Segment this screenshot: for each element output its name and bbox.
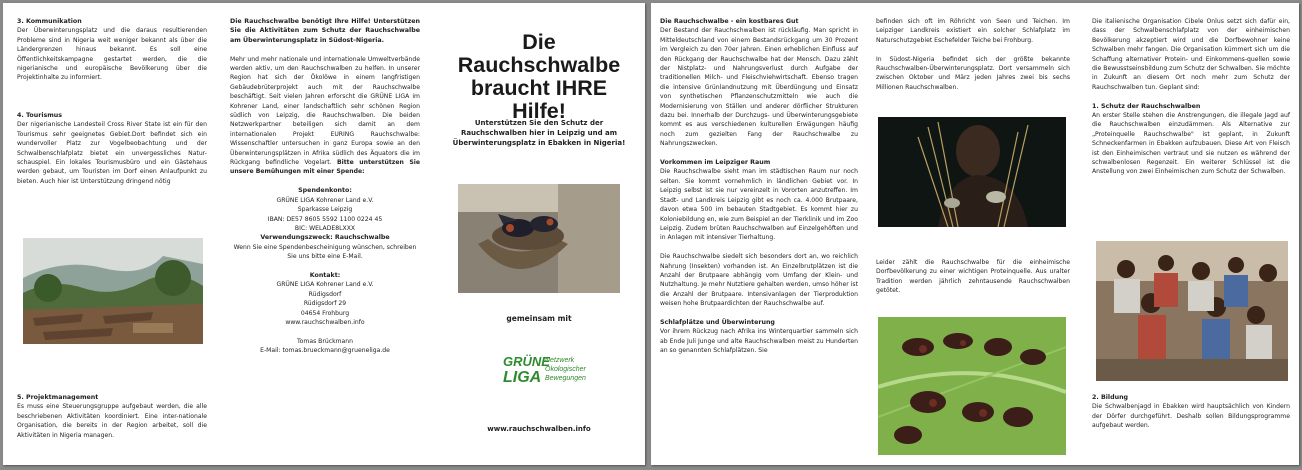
cover-partner-label: gemeinsam mit xyxy=(506,314,572,323)
contact-city: 04654 Frohburg xyxy=(300,309,350,317)
donation-intro: Die Rauchschwalbe benötigt Ihre Hilfe! Unterstützen Sie die Aktivitäten zum Schutz der Rauchschwalbe am Überwinterungsplatz in Südost-Nigeria. xyxy=(230,18,420,44)
landscape-photo xyxy=(23,238,203,344)
brochure-outer-page xyxy=(3,3,645,465)
community-meeting-photo xyxy=(1096,241,1288,381)
column-nigeria-bottom xyxy=(876,258,1070,296)
section-body-kommunikation: Der Überwinterungsplatz und die daraus resultierenden Probleme sind in Nigeria weit weniger bekannt als über die Ländergrenzen hinaus bekannt. Es soll eine Öffentlichkeitskampagne gestartet werden, die die nigerianische und europäische Bevölkerung über die Projektinhalte zu informiert. xyxy=(17,27,207,82)
column-measures-bottom xyxy=(1092,393,1290,431)
cover-title-line1: Die xyxy=(522,30,556,54)
donation-appeal: Bitte unterstützen Sie unsere Bemühungen mit einer Spende: xyxy=(230,159,421,176)
section-title-schlafplaetze: Schlafplätze und Überwinterung xyxy=(660,318,775,326)
column-measures xyxy=(1092,17,1290,177)
section-title-schutz: 1. Schutz der Rauchschwalben xyxy=(1092,102,1201,110)
bank-account-holder: GRÜNE LIGA Kohrener Land e.V. xyxy=(276,196,374,204)
logo-sub-netzwerk: Netzwerk xyxy=(545,357,575,364)
dead-swallows-photo xyxy=(878,317,1066,455)
contact-street: Rüdigsdorf 29 xyxy=(303,300,347,308)
donation-body xyxy=(230,55,420,177)
section-body-proteinquelle: Leider zählt die Rauchschwalbe für die einheimische Dorfbevölkerung zu einer wichtigen Proteinquelle. Aus uralter Tradition werden jährlich zehntausende Rauchschwalben getötet. xyxy=(876,259,1070,295)
cover-website[interactable]: www.rauchschwalben.info xyxy=(487,425,591,433)
donation-body-text: Mehr und mehr nationale und internationale Umweltverbände werden aktiv, um den Rauchschwalben zu helfen. In unserer Region hat sich der Ökolöwe in einem langfristigen Gebäudebrüterprojekt auch mit der Rauchschwalbe beschäftigt. Seit vielen Jahren erforscht die GRÜNE LIGA im Kohrener Land, einer landschaftlich sehr schönen Region südlich von Leipzig, die Rauchschwalben. Die beiden Netzwerkpartner beteiligen sich damit an dem internationalen Projekt EURING Rauchschwalbe: Wissenschaftler untersuchen in ganz Europa sowie an den Überwinterungsplätzen in Afrika südlich des Äquators die im Rückgang befindliche Vogelart. xyxy=(230,55,420,167)
bank-iban: IBAN: DE57 8605 5592 1100 0224 45 xyxy=(267,215,383,223)
logo-word-gruene: GRÜNE xyxy=(503,354,550,369)
section-body-tourismus: Der nigerianische Landesteil Cross River State ist ein für den Tourismus sehr geeignetes Gebiet.Dort befindet sich ein wundervoller Platz zur Vogelbeobachtung und der Schwalbenschlafplatz bietet ein unvergessliches Natur-schauspiel. Ein lokales Tourismusbüro und ein Gästehaus werden gebaut, um Touristen im Dorf einen Anlaufpunkt zu bieten. Auch hier ist Unterstützung dringend nötig xyxy=(17,121,207,185)
cover-title-line3: braucht IHRE Hilfe! xyxy=(470,76,608,123)
section-body-roehricht: befinden sich oft im Röhricht von Seen und Teichen. Im Leipziger Landkreis existiert ein solcher Schlafplatz im Naturschutzgebiet Eschefelder Teiche bei Frohburg. xyxy=(876,18,1070,44)
contact-website: www.rauchschwalben.info xyxy=(285,318,365,326)
kontakt-title: Kontakt: xyxy=(309,271,341,279)
column-species xyxy=(660,17,858,356)
section-body-suedost-nigeria: In Südost-Nigeria befindet sich der größte bekannte Rauchschwalben-Überwinterungsplatz. Dort versammeln sich zwischen Oktober und März jeden Jahres zwei bis sechs Millionen Rauchschwalben. xyxy=(876,55,1070,91)
logo-word-liga: LIGA xyxy=(503,369,542,386)
cover-title xyxy=(444,31,634,123)
section-body-vorkommen: Die Rauchschwalbe sieht man im städtischen Raum nur noch selten. Sie kommt vornehmlich in ländlichen Gebiet vor. In Leipzig selbst ist sie nur vereinzelt in Vororten anzutreffen. Im Stadt- und Landkreis Leipzig gibt es noch ca. 4.000 Brutpaare, davon etwa 500 im bebauten Stadtgebiet. Es kommt hier zu Koloniebildung en, wie zum Beispiel an der Tierklinik und im Zoo Leipzig. Zudem brüten Rauchschwalben auf Einzelgehöften und in Anlagen mit intensiver Tierhaltung. xyxy=(660,168,858,242)
spendenkonto-title: Spendenkonto: xyxy=(298,187,352,195)
contact-person: Tomas Brückmann xyxy=(296,337,354,345)
brochure-inner-page xyxy=(651,3,1299,465)
swallow-nest-photo xyxy=(458,184,620,293)
logo-sub-oekologischer: Ökologischer xyxy=(545,366,586,373)
contact-place: Rüdigsdorf xyxy=(308,290,342,298)
bank-bic: BIC: WELADE8LXXX xyxy=(294,224,356,232)
bank-details xyxy=(230,186,420,355)
logo-sub-bewegungen: Bewegungen xyxy=(545,375,586,382)
section-body-nahrung: Die Rauchschwalbe siedelt sich besonders dort an, wo reichlich Nahrung (Insekten) vorhanden ist. An Einzelbrutplätzen ist die Anzahl der Brutpaare abhängig vom Umfang der Klein- und Nutzhaltung. Je mehr Nutztiere gehalten werden, umso höher ist die Anzahl der Brutpaare. Intensivanlagen der Tierproduktion weisen hohe Brutpaardichten der Rauchschwalbe auf. xyxy=(660,253,858,308)
section-title-vorkommen: Vorkommen im Leipziger Raum xyxy=(660,159,771,167)
section-body-cibele-onlus: Die italienische Organisation Cibele Onlus setzt sich dafür ein, dass der Schwalbenschlafplatz von der einheimischen Bevölkerung akzeptiert wird und die Dorfbewohner keine Schwalben mehr fangen. Die Organisation kümmert sich um die Schaffung alternativer Protein- und Einkommens-quellen sowie die Bewusstseinsbildung zum Schutz der Schwalben. Sie möchte in Zukunft an diesem Ort noch mehr zum Schutz der Rauchschwalben tun. Geplant sind: xyxy=(1092,18,1290,91)
section-title-kommunikation: 3. Kommunikation xyxy=(17,18,82,25)
section-title-bildung: 2. Bildung xyxy=(1092,394,1129,401)
section-body-schlafplaetze: Vor ihrem Rückzug nach Afrika ins Winterquartier sammeln sich ab Ende Juli Junge und alte Rauchschwalben meist zu Hunderten an so genannten Schlafplätzen. Sie xyxy=(660,328,858,355)
section-body-bildung: Die Schwalbenjagd in Ebakken wird hauptsächlich von Kindern der Dörfer durchgeführt. Deshalb sollen Bildungsprogramme aufgebaut werden. xyxy=(1092,403,1290,430)
column-nigeria xyxy=(876,17,1070,92)
section-title-kostbares-gut: Die Rauchschwalbe - ein kostbares Gut xyxy=(660,18,799,25)
section-body-schutz: An erster Stelle stehen die Anstrengungen, die illegale Jagd auf die Rauchschwalben einzudämmen. Als Alternative zur „Proteinquelle Rauchschwalbe" ist geplant, in Zukunft Schneckenfarmen in Ebakken aufzubauen. Diese Art von Fleisch ist den Einheimischen vertraut und sie nutzen es während der schwalbenlosen Regenzeit. Ein weiterer Schlüssel ist die Anstellung von zwei Einheimischen zum Schutz der Schwalben. xyxy=(1092,112,1290,176)
hunter-photo xyxy=(878,117,1066,227)
column-donation xyxy=(230,17,420,356)
section-body-kostbares-gut: Der Bestand der Rauchschwalben ist rückläufig. Man spricht in Mitteldeutschland von einem Bestandsrückgang um 30 Prozent im Vergleich zu den 70er Jahren. Einen erheblichen Einfluss auf den Rückgang der Rauchschwalbe hat der Mensch. Dazu zählt der Nistplatz- und Nahrungsverlust durch Aufgabe der traditionellen Milch- und Fleischviehwirtschaft. Ebenso tragen die intensive Grünlandnutzung mit Überdüngung und Einsatz von synthetischen Pflanzenschutzmitteln wie auch die Modernisierung von Ställen und anderer dörflicher Strukturen dazu bei. Innerhalb der Durchzugs- und Überwinterungsgebiete kommt es aus verschiedenen kulturellen Erwägungen häufig noch zum gezielten Fang der Rauchschwalbe zu Nahrungszwecken. xyxy=(660,27,858,148)
donation-purpose: Verwendungszweck: Rauchschwalbe xyxy=(260,234,390,242)
cover-title-line2: Rauchschwalbe xyxy=(457,53,621,77)
section-title-projektmanagement: 5. Projektmanagement xyxy=(17,394,99,401)
contact-email: E-Mail: tomas.brueckmann@grueneliga.de xyxy=(260,347,390,355)
contact-org: GRÜNE LIGA Kohrener Land e.V. xyxy=(276,281,374,289)
section-title-tourismus: 4. Tourismus xyxy=(17,112,63,120)
cover-subtitle: Unterstützen Sie den Schutz der Rauchschwalben hier in Leipzig und am Überwinterungsplatz in Ebakken in Nigeria! xyxy=(452,119,626,147)
section-body-projektmanagement: Es muss eine Steuerungsgruppe aufgebaut werden, die alle beschriebenen Aktivitäten koordiniert. Eine inter-nationale Organisation, die bereits in der Region arbeitet, soll die Aktivitäten in Nigeria managen. xyxy=(17,403,207,439)
column-projects-bottom xyxy=(17,393,207,440)
gruene-liga-logo-graphic xyxy=(499,350,589,392)
bank-name: Sparkasse Leipzig xyxy=(297,206,353,214)
gruene-liga-logo xyxy=(499,350,589,392)
donation-receipt-note: Wenn Sie eine Spendenbescheinigung wünschen, schreiben Sie uns bitte eine E-Mail. xyxy=(233,243,417,261)
column-projects xyxy=(17,17,207,186)
